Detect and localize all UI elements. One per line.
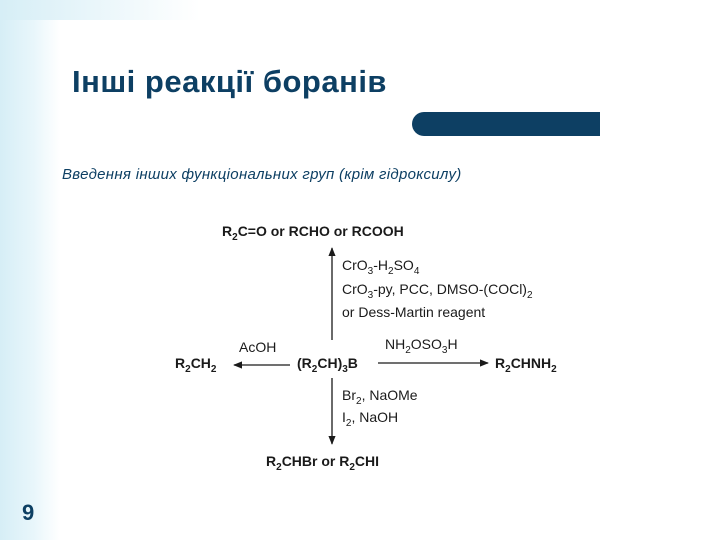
top-reagent-line-2: CrO$_3$-py, PCC, DMSO-$(COCl)_2$ bbox=[342, 281, 533, 301]
page-number: 9 bbox=[22, 500, 35, 525]
left-product-label: $R_2CH_2$ bbox=[175, 355, 217, 375]
bottom-reagent-line-1: $Br_2$, NaOMe bbox=[342, 387, 418, 407]
slide-subtitle: Введення інших функціональних груп (крім гідроксилу) bbox=[62, 166, 462, 183]
slide-title: Інші реакції боранів bbox=[72, 64, 387, 99]
top-product-label: $R_2C=O$ or RCHO or RCOOH bbox=[222, 223, 404, 243]
top-reagent-line-1: $CrO_3-H_2SO_4$ bbox=[342, 257, 420, 277]
left-reagent-label: AcOH bbox=[239, 339, 277, 355]
bottom-product-label: $R_2CHBr$ or $R_2CHI$ bbox=[266, 453, 380, 473]
bottom-reagent-line-2: $I_2$, NaOH bbox=[342, 409, 399, 429]
central-borane-label: $(R_2CH)_3B$ bbox=[297, 355, 358, 375]
right-product-label: $R_2CHNH_2$ bbox=[495, 355, 557, 375]
top-reagent-line-3: or Dess-Martin reagent bbox=[342, 304, 486, 320]
right-reagent-label: $NH_2OSO_3H$ bbox=[385, 336, 458, 356]
